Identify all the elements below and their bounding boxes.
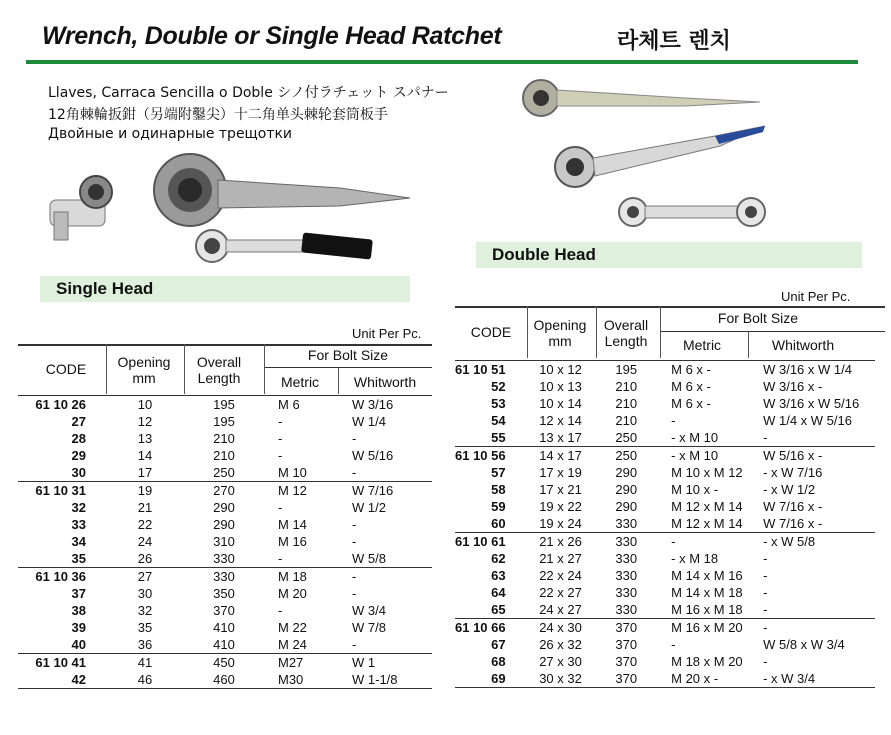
double-bolt-header: For Bolt Size [717,310,799,326]
metric-cell: M 10 x - [671,482,719,497]
length-cell: 460 [184,671,264,689]
metric-cell: M 16 x M 20 [657,619,749,637]
opening-cell: 10 x 13 [539,379,582,394]
double-head-table [455,360,875,688]
whitworth-cell: W 1 [338,654,432,672]
code-cell: 65 [491,602,506,617]
table-row [18,413,432,430]
table-row [455,533,875,551]
code-cell: 69 [455,670,526,688]
metric-cell: M 14 x M 16 [671,568,743,583]
whitworth-cell: W 3/16 x W 1/4 [749,361,875,379]
table-row [455,412,875,429]
code-cell: 33 [71,517,86,532]
whitworth-cell: W 7/8 [352,620,386,635]
length-cell: 370 [595,619,657,637]
table-row [455,464,875,481]
opening-cell: 27 [106,568,184,586]
opening-cell: 41 [106,654,184,672]
length-cell: 270 [184,482,264,500]
double-opening-header: Opening mm [533,317,587,349]
whitworth-cell: W 3/16 x W 5/16 [763,396,860,411]
whitworth-cell: W 5/16 [352,448,394,463]
length-cell: 410 [213,637,235,652]
opening-cell: 36 [137,637,153,652]
opening-cell: 21 x 27 [539,551,582,566]
code-cell: 61 10 31 [18,482,106,500]
metric-cell: - [278,603,283,618]
code-cell: 38 [71,603,86,618]
opening-cell: 24 [137,534,153,549]
whitworth-cell: W 1-1/8 [338,671,432,689]
whitworth-cell: - [763,602,768,617]
length-cell: 350 [213,586,235,601]
single-whitworth-header: Whitworth [353,374,417,390]
single-head-table [18,395,432,689]
whitworth-cell: - x W 3/4 [749,670,875,688]
whitworth-cell: W 5/16 x - [749,447,875,465]
single-code-header: CODE [45,361,87,377]
length-cell: 410 [213,620,235,635]
double-overall-header: Overall Length [603,317,649,349]
table-row [18,654,432,672]
whitworth-cell: W 3/16 x - [763,379,823,394]
table-row [455,361,875,379]
table-row [455,498,875,515]
length-cell: 330 [595,533,657,551]
length-cell: 210 [213,448,235,463]
metric-cell: M 6 x - [671,379,711,394]
metric-cell: M 22 [278,620,307,635]
length-cell: 195 [213,414,235,429]
code-cell: 35 [71,551,86,566]
single-vline [338,368,339,394]
length-cell: 290 [615,499,638,514]
single-head-band: Single Head [40,276,410,302]
table-row [455,429,875,447]
table-row [455,395,875,412]
metric-cell: M 24 [278,637,307,652]
metric-cell: - x M 10 [671,430,719,445]
code-cell: 57 [491,465,506,480]
table-row [455,584,875,601]
metric-cell: - x M 18 [671,551,719,566]
opening-cell: 17 x 19 [539,465,582,480]
opening-cell: 14 x 17 [526,447,596,465]
code-cell: 32 [71,500,86,515]
opening-cell: 24 x 27 [539,602,582,617]
whitworth-cell: - x W 7/16 [763,465,823,480]
table-row [455,601,875,619]
length-cell: 330 [615,585,638,600]
table-row [18,585,432,602]
table-row [455,619,875,637]
code-cell: 53 [491,396,506,411]
spud-ratchet-top-icon [523,80,760,116]
double-ring-ratchet-icon [619,198,765,226]
opening-cell: 10 [106,396,184,414]
opening-cell: 19 x 24 [539,516,582,531]
length-cell: 370 [615,654,638,669]
metric-cell: M 12 x M 14 [671,499,743,514]
table-row [18,568,432,586]
metric-cell: M 6 x - [657,361,749,379]
code-cell: 54 [491,413,506,428]
table-row [455,670,875,688]
opening-cell: 30 [137,586,153,601]
length-cell: 370 [615,637,638,652]
length-cell: 330 [213,551,235,566]
opening-cell: 12 x 14 [539,413,582,428]
length-cell: 330 [615,602,638,617]
whitworth-cell: - x W 1/2 [763,482,816,497]
whitworth-cell: W 5/8 x W 3/4 [763,637,845,652]
double-head-wrench-image [515,72,785,237]
length-cell: 330 [615,551,638,566]
table-row [18,619,432,636]
opening-cell: 22 x 27 [539,585,582,600]
length-cell: 290 [213,500,235,515]
length-cell: 290 [213,517,235,532]
double-unit-label: Unit Per Pc. [781,289,851,304]
whitworth-cell: W 7/16 x - [763,516,823,531]
metric-cell: M 6 x - [671,396,711,411]
opening-cell: 12 [137,414,153,429]
code-cell: 39 [71,620,86,635]
length-cell: 250 [213,465,235,480]
opening-cell: 10 x 12 [526,361,596,379]
double-vline [527,306,528,358]
whitworth-cell: W 1/4 [352,414,386,429]
opening-cell: 46 [106,671,184,689]
metric-cell: - [278,500,283,515]
code-cell: 59 [491,499,506,514]
single-bolt-divider [264,367,432,368]
double-header-top-rule [455,306,885,308]
metric-cell: - [278,414,283,429]
single-unit-label: Unit Per Pc. [352,326,422,341]
single-vline [184,344,185,394]
single-bolt-header: For Bolt Size [307,347,389,363]
metric-cell: M 16 x M 18 [671,602,743,617]
metric-cell: - [671,637,676,652]
metric-cell: M 18 x M 20 [671,654,743,669]
code-cell: 29 [71,448,86,463]
title-rule [26,60,858,64]
whitworth-cell: - x W 5/8 [749,533,875,551]
code-cell: 55 [491,430,506,445]
metric-cell: M27 [264,654,338,672]
table-row [455,515,875,533]
table-row [455,653,875,670]
length-cell: 310 [213,534,235,549]
code-cell: 61 10 56 [455,447,526,465]
metric-cell: M 14 x M 18 [671,585,743,600]
table-row [18,671,432,689]
opening-cell: 32 [137,603,153,618]
large-spud-ratchet-icon [154,154,410,226]
length-cell: 450 [184,654,264,672]
length-cell: 290 [615,482,638,497]
opening-cell: 17 [137,465,153,480]
code-cell: 64 [491,585,506,600]
single-header-top-rule [18,344,432,346]
metric-cell: M 18 [264,568,338,586]
table-row [18,636,432,654]
double-vline [660,306,661,358]
metric-cell: M 10 x M 12 [671,465,743,480]
table-row [18,430,432,447]
opening-cell: 13 x 17 [539,430,582,445]
metric-cell: M 20 [278,586,307,601]
code-cell: 61 10 41 [18,654,106,672]
length-cell: 195 [595,361,657,379]
whitworth-cell: - [338,568,432,586]
opening-cell: 24 x 30 [526,619,596,637]
whitworth-cell: - [749,619,875,637]
opening-cell: 30 x 32 [526,670,596,688]
double-bolt-divider [660,331,885,332]
code-cell: 40 [71,637,86,652]
metric-cell: - [671,413,676,428]
opening-cell: 26 x 32 [539,637,582,652]
ring-ratchet-black-handle-icon [196,230,373,262]
opening-cell: 35 [137,620,153,635]
double-vline [596,306,597,358]
double-metric-header: Metric [682,337,722,353]
opening-cell: 22 x 24 [539,568,582,583]
whitworth-cell: - [352,586,357,601]
code-cell: 30 [71,465,86,480]
opening-cell: 13 [137,431,153,446]
table-row [455,447,875,465]
code-cell: 61 10 51 [455,361,526,379]
length-cell: 250 [595,447,657,465]
code-cell: 61 10 66 [455,619,526,637]
length-cell: 290 [615,465,638,480]
length-cell: 330 [615,516,638,531]
double-head-band: Double Head [476,242,862,268]
metric-cell: M 12 [264,482,338,500]
code-cell: 67 [491,637,506,652]
length-cell: 210 [615,413,638,428]
whitworth-cell: - [763,585,768,600]
whitworth-cell: - [763,430,768,445]
metric-cell: M 20 x - [657,670,749,688]
metric-cell: M 10 [278,465,307,480]
metric-cell: M 14 [278,517,307,532]
opening-cell: 19 [106,482,184,500]
whitworth-cell: - [763,551,768,566]
table-row [18,447,432,464]
code-cell: 28 [71,431,86,446]
whitworth-cell: W 5/8 [352,551,386,566]
metric-cell: - [278,551,283,566]
code-cell: 61 10 36 [18,568,106,586]
code-cell: 61 10 61 [455,533,526,551]
metric-cell: M 6 [264,396,338,414]
single-head-wrench-image [40,150,420,270]
opening-cell: 21 x 26 [526,533,596,551]
double-vline [748,332,749,358]
metric-cell: - x M 10 [657,447,749,465]
single-overall-header: Overall Length [196,354,242,386]
length-cell: 330 [615,568,638,583]
whitworth-cell: W 1/4 x W 5/16 [763,413,852,428]
table-row [18,550,432,568]
table-row [18,499,432,516]
whitworth-cell: W 7/16 [338,482,432,500]
whitworth-cell: - [352,534,357,549]
code-cell: 42 [18,671,106,689]
table-row [18,516,432,533]
length-cell: 210 [213,431,235,446]
code-cell: 62 [491,551,506,566]
table-row [18,602,432,619]
opening-cell: 26 [137,551,153,566]
opening-cell: 27 x 30 [539,654,582,669]
whitworth-cell: - [763,654,768,669]
metric-cell: - [278,431,283,446]
code-cell: 52 [491,379,506,394]
single-vline [106,344,107,394]
metric-cell: - [278,448,283,463]
spud-ratchet-blue-grip-icon [555,126,765,187]
whitworth-cell: W 1/2 [352,500,386,515]
length-cell: 330 [184,568,264,586]
single-metric-header: Metric [280,374,320,390]
length-cell: 370 [213,603,235,618]
table-row [455,567,875,584]
opening-cell: 14 [137,448,153,463]
whitworth-cell: W 7/16 x - [763,499,823,514]
table-row [455,378,875,395]
subtitle-line-1: Llaves, Carraca Sencilla o Doble シノ付ラチェット スパナー [48,85,449,101]
opening-cell: 21 [137,500,153,515]
korean-title: 라체트 렌치 [617,29,731,54]
whitworth-cell: - [352,637,357,652]
length-cell: 210 [615,396,638,411]
length-cell: 370 [595,670,657,688]
whitworth-cell: - [763,568,768,583]
code-cell: 37 [71,586,86,601]
code-cell: 60 [491,516,506,531]
opening-cell: 17 x 21 [539,482,582,497]
table-row [18,482,432,500]
single-opening-header: Opening mm [117,354,171,386]
metric-cell: M30 [264,671,338,689]
whitworth-cell: - [352,431,357,446]
table-row [18,533,432,550]
length-cell: 195 [184,396,264,414]
code-cell: 61 10 26 [18,396,106,414]
whitworth-cell: W 3/16 [338,396,432,414]
table-row [18,464,432,482]
double-whitworth-header: Whitworth [771,337,835,353]
metric-cell: M 16 [278,534,307,549]
table-row [18,396,432,414]
length-cell: 210 [615,379,638,394]
single-vline [264,344,265,394]
opening-cell: 22 [137,517,153,532]
subtitle-line-3: Двойные и одинарные трещотки [48,126,293,142]
whitworth-cell: W 3/4 [352,603,386,618]
metric-cell: - [657,533,749,551]
opening-cell: 19 x 22 [539,499,582,514]
page-title: Wrench, Double or Single Head Ratchet [42,22,502,50]
code-cell: 34 [71,534,86,549]
table-row [455,481,875,498]
subtitle-line-2: 12角棘輪扳鉗（另端附鑿尖）十二角单头棘轮套筒板手 [48,107,388,123]
table-row [455,550,875,567]
metric-cell: M 12 x M 14 [671,516,743,531]
small-ratchet-icon [50,176,112,240]
opening-cell: 10 x 14 [539,396,582,411]
code-cell: 63 [491,568,506,583]
length-cell: 250 [615,430,638,445]
whitworth-cell: - [352,517,357,532]
whitworth-cell: - [352,465,357,480]
double-code-header: CODE [470,324,512,340]
code-cell: 68 [491,654,506,669]
table-row [455,636,875,653]
code-cell: 58 [491,482,506,497]
code-cell: 27 [71,414,86,429]
